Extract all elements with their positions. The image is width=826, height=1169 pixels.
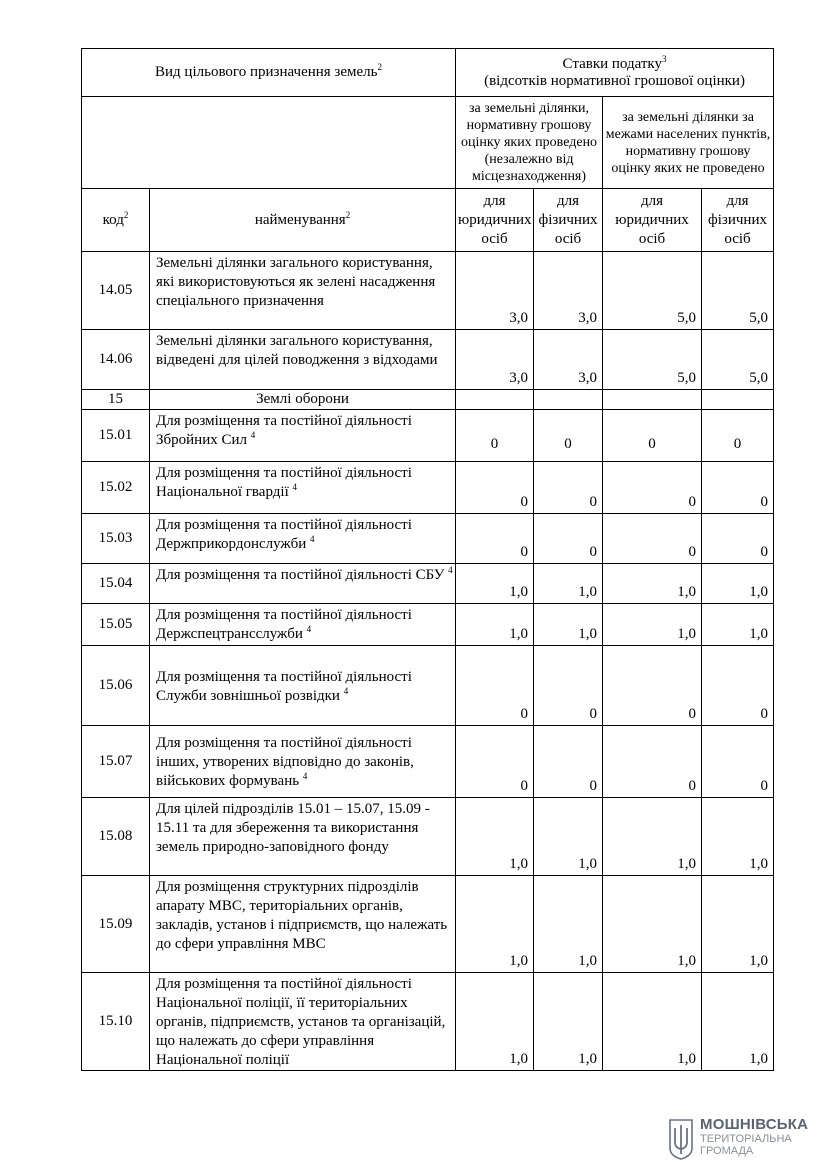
row-value-physical-not-assessed: 5,0 (702, 252, 774, 330)
table-row (82, 973, 774, 1071)
empty-header-cell (82, 97, 456, 189)
row-value-physical-not-assessed (702, 390, 774, 410)
row-value-legal-not-assessed: 0 (603, 646, 702, 726)
row-value-physical-assessed: 0 (534, 514, 603, 564)
legal-header-2: для юридичних осіб (603, 189, 702, 252)
row-code: 15.01 (82, 410, 150, 462)
row-value-physical-assessed: 3,0 (534, 252, 603, 330)
row-code: 15.06 (82, 646, 150, 726)
row-value-legal-not-assessed: 0 (603, 462, 702, 514)
table-row (82, 798, 774, 876)
row-code: 15.04 (82, 564, 150, 604)
table-row (82, 514, 774, 564)
row-code: 15 (82, 390, 150, 410)
row-value-physical-not-assessed: 5,0 (702, 330, 774, 390)
tax-rates-table-container (81, 48, 773, 1071)
row-value-physical-assessed: 1,0 (534, 876, 603, 973)
community-logo (668, 1116, 809, 1160)
row-value-physical-assessed: 0 (534, 462, 603, 514)
row-code: 15.07 (82, 726, 150, 798)
row-value-physical-assessed: 1,0 (534, 973, 603, 1071)
row-value-legal-assessed (456, 390, 534, 410)
row-value-physical-not-assessed: 0 (702, 646, 774, 726)
row-code: 15.05 (82, 604, 150, 646)
row-value-legal-not-assessed: 5,0 (603, 252, 702, 330)
row-name: Для розміщення та постійної діяльності Збройних Сил $^4$ (150, 410, 456, 462)
row-value-legal-not-assessed: 1,0 (603, 876, 702, 973)
row-value-legal-assessed: 1,0 (456, 604, 534, 646)
row-value-physical-assessed: 0 (534, 410, 603, 462)
row-value-legal-assessed: 0 (456, 646, 534, 726)
table-row (82, 330, 774, 390)
trident-emblem-icon (668, 1118, 694, 1160)
group-assessed-header: за земельні ділянки, нормативну грошову оцінку яких проведено (незалежно від місцезнаходження) (456, 97, 603, 189)
row-value-legal-not-assessed: 5,0 (603, 330, 702, 390)
row-value-legal-assessed: 1,0 (456, 876, 534, 973)
header-row-3 (82, 189, 774, 252)
logo-title: МОШНІВСЬКА (700, 1116, 809, 1133)
legal-header-1: для юридичних осіб (456, 189, 534, 252)
row-value-legal-not-assessed: 0 (603, 410, 702, 462)
row-value-physical-assessed: 0 (534, 646, 603, 726)
group-not-assessed-header: за земельні ділянки за межами населених пунктів, нормативну грошову оцінку яких не проведено (603, 97, 774, 189)
table-row (82, 462, 774, 514)
table-row (82, 604, 774, 646)
code-header: код$^2$ (82, 189, 150, 252)
row-value-physical-not-assessed: 1,0 (702, 876, 774, 973)
row-value-physical-not-assessed: 1,0 (702, 604, 774, 646)
row-name: Для розміщення та постійної діяльності Національної гвардії $^4$ (150, 462, 456, 514)
row-value-legal-not-assessed: 1,0 (603, 798, 702, 876)
row-value-legal-not-assessed: 1,0 (603, 973, 702, 1071)
row-value-legal-assessed: 0 (456, 410, 534, 462)
row-value-legal-assessed: 3,0 (456, 252, 534, 330)
row-value-legal-assessed: 1,0 (456, 798, 534, 876)
row-value-physical-not-assessed: 0 (702, 462, 774, 514)
row-name: Для розміщення структурних підрозділів апарату МВС, територіальних органів, закладів, установ і підприємств, що належать до сфери управління МВС (150, 876, 456, 973)
row-value-physical-assessed: 1,0 (534, 564, 603, 604)
row-value-physical-not-assessed: 0 (702, 514, 774, 564)
row-value-legal-assessed: 3,0 (456, 330, 534, 390)
row-code: 15.10 (82, 973, 150, 1071)
row-value-legal-assessed: 0 (456, 726, 534, 798)
row-code: 14.06 (82, 330, 150, 390)
row-code: 14.05 (82, 252, 150, 330)
table-row (82, 646, 774, 726)
row-value-physical-not-assessed: 1,0 (702, 973, 774, 1071)
table-row (82, 410, 774, 462)
row-value-physical-assessed: 1,0 (534, 604, 603, 646)
tax-rates-table (81, 48, 774, 1071)
row-name: Для розміщення та постійної діяльності Держприкордонслужби $^4$ (150, 514, 456, 564)
row-name: Для розміщення та постійної діяльності Держспецтрансслужби $^4$ (150, 604, 456, 646)
header-row-2 (82, 97, 774, 189)
physical-header-2: для фізичних осіб (702, 189, 774, 252)
land-type-header: Вид цільового призначення земель$^2$ (82, 49, 456, 97)
row-value-legal-not-assessed: 1,0 (603, 604, 702, 646)
row-code: 15.03 (82, 514, 150, 564)
row-code: 15.02 (82, 462, 150, 514)
physical-header-1: для фізичних осіб (534, 189, 603, 252)
row-value-physical-not-assessed: 0 (702, 410, 774, 462)
row-name: Земельні ділянки загального користування, відведені для цілей поводження з відходами (150, 330, 456, 390)
table-row (82, 564, 774, 604)
row-value-legal-not-assessed: 0 (603, 726, 702, 798)
row-value-legal-assessed: 1,0 (456, 564, 534, 604)
row-value-physical-assessed: 1,0 (534, 798, 603, 876)
row-value-legal-not-assessed: 0 (603, 514, 702, 564)
rates-header: Ставки податку$^3$ (відсотків нормативної грошової оцінки) (456, 49, 774, 97)
row-value-legal-not-assessed: 1,0 (603, 564, 702, 604)
row-name: Для розміщення та постійної діяльності інших, утворених відповідно до законів, військових формувань $^4$ (150, 726, 456, 798)
table-row (82, 726, 774, 798)
row-code: 15.09 (82, 876, 150, 973)
row-value-physical-not-assessed: 1,0 (702, 564, 774, 604)
row-value-physical-not-assessed: 1,0 (702, 798, 774, 876)
row-code: 15.08 (82, 798, 150, 876)
logo-subtitle: ТЕРИТОРІАЛЬНА ГРОМАДА (700, 1133, 792, 1157)
row-name: Для розміщення та постійної діяльності Служби зовнішньої розвідки $^4$ (150, 646, 456, 726)
row-name: Для розміщення та постійної діяльності Національної поліції, її територіальних органів, підприємств, установ та організацій, що належать до сфери управління Національної поліції (150, 973, 456, 1071)
row-name: Для цілей підрозділів 15.01 – 15.07, 15.09 - 15.11 та для збереження та використання земель природно-заповідного фонду (150, 798, 456, 876)
row-value-legal-assessed: 1,0 (456, 973, 534, 1071)
table-row (82, 390, 774, 410)
header-row-1 (82, 49, 774, 97)
row-name: Для розміщення та постійної діяльності СБУ $^4$ (150, 564, 456, 604)
row-value-physical-assessed: 0 (534, 726, 603, 798)
row-value-physical-not-assessed: 0 (702, 726, 774, 798)
row-value-physical-assessed: 3,0 (534, 330, 603, 390)
row-value-legal-assessed: 0 (456, 462, 534, 514)
row-value-physical-assessed (534, 390, 603, 410)
row-name: Землі оборони (150, 390, 456, 410)
table-row (82, 252, 774, 330)
name-header: найменування$^2$ (150, 189, 456, 252)
row-value-legal-assessed: 0 (456, 514, 534, 564)
table-row (82, 876, 774, 973)
row-name: Земельні ділянки загального користування, які використовуються як зелені насадження спеціального призначення (150, 252, 456, 330)
row-value-legal-not-assessed (603, 390, 702, 410)
